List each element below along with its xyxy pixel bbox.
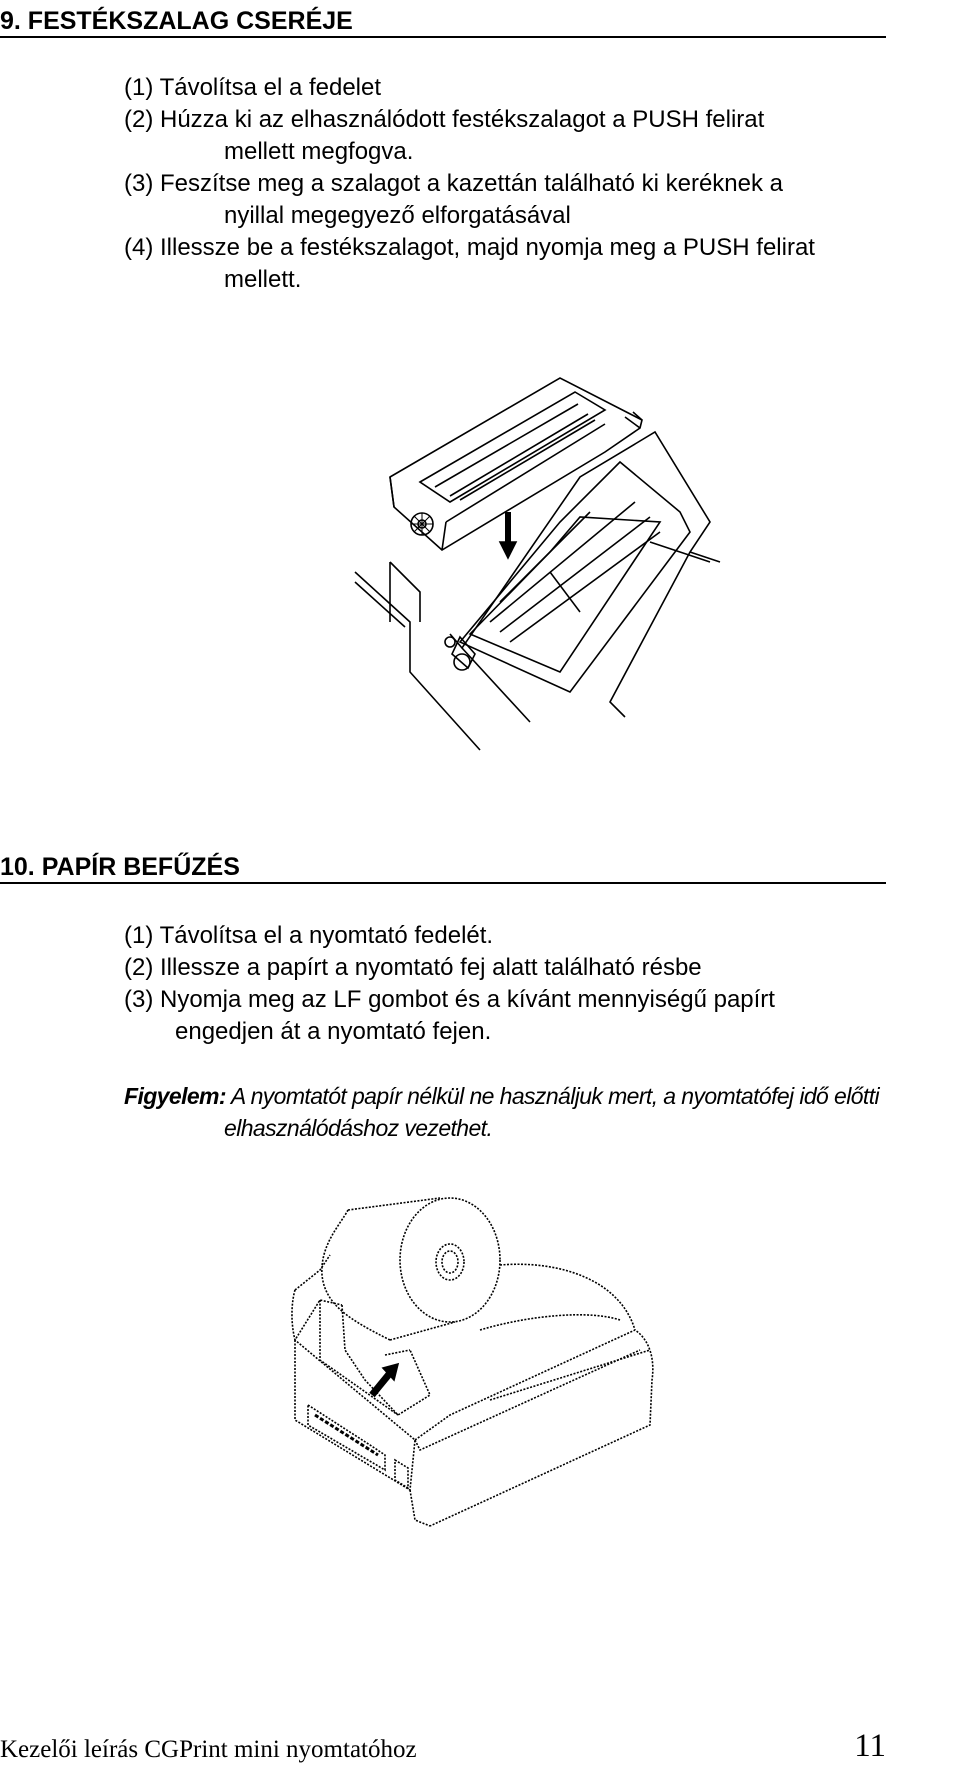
- section-9-heading: 9. FESTÉKSZALAG CSERÉJE: [0, 6, 886, 38]
- list-item: (2) Húzza ki az elhasználódott festékszalagot a PUSH felirat mellett megfogva.: [124, 106, 765, 165]
- warning-label: Figyelem:: [124, 1083, 226, 1109]
- paper-steps-list: [124, 920, 958, 1048]
- paper-roll-printer-illustration: [290, 1190, 660, 1530]
- list-item: (1) Távolítsa el a fedelet: [124, 74, 382, 101]
- list-item: (3) Feszítse meg a szalagot a kazettán található ki keréknek a nyillal megegyező elforgatásával: [124, 170, 784, 229]
- warning-note: [124, 1080, 960, 1144]
- list-item: (1) Távolítsa el a nyomtató fedelét.: [124, 922, 494, 949]
- page-number: 11: [854, 1728, 886, 1764]
- list-item: (4) Illessze be a festékszalagot, majd nyomja meg a PUSH felirat mellett.: [124, 234, 815, 293]
- list-item: (2) Illessze a papírt a nyomtató fej alatt található résbe: [124, 954, 702, 981]
- ribbon-cassette-illustration: [350, 372, 730, 756]
- section-10-heading: 10. PAPÍR BEFŰZÉS: [0, 852, 886, 884]
- ribbon-steps-list: [124, 72, 958, 296]
- list-item: (3) Nyomja meg az LF gombot és a kívánt mennyiségű papírt engedjen át a nyomtató fejen.: [124, 986, 775, 1045]
- document-title: Kezelői leírás CGPrint mini nyomtatóhoz: [0, 1736, 417, 1763]
- warning-text: A nyomtatót papír nélkül ne használjuk mert, a nyomtatófej idő előtti: [225, 1083, 880, 1109]
- warning-text-cont: elhasználódáshoz vezethet.: [224, 1115, 493, 1141]
